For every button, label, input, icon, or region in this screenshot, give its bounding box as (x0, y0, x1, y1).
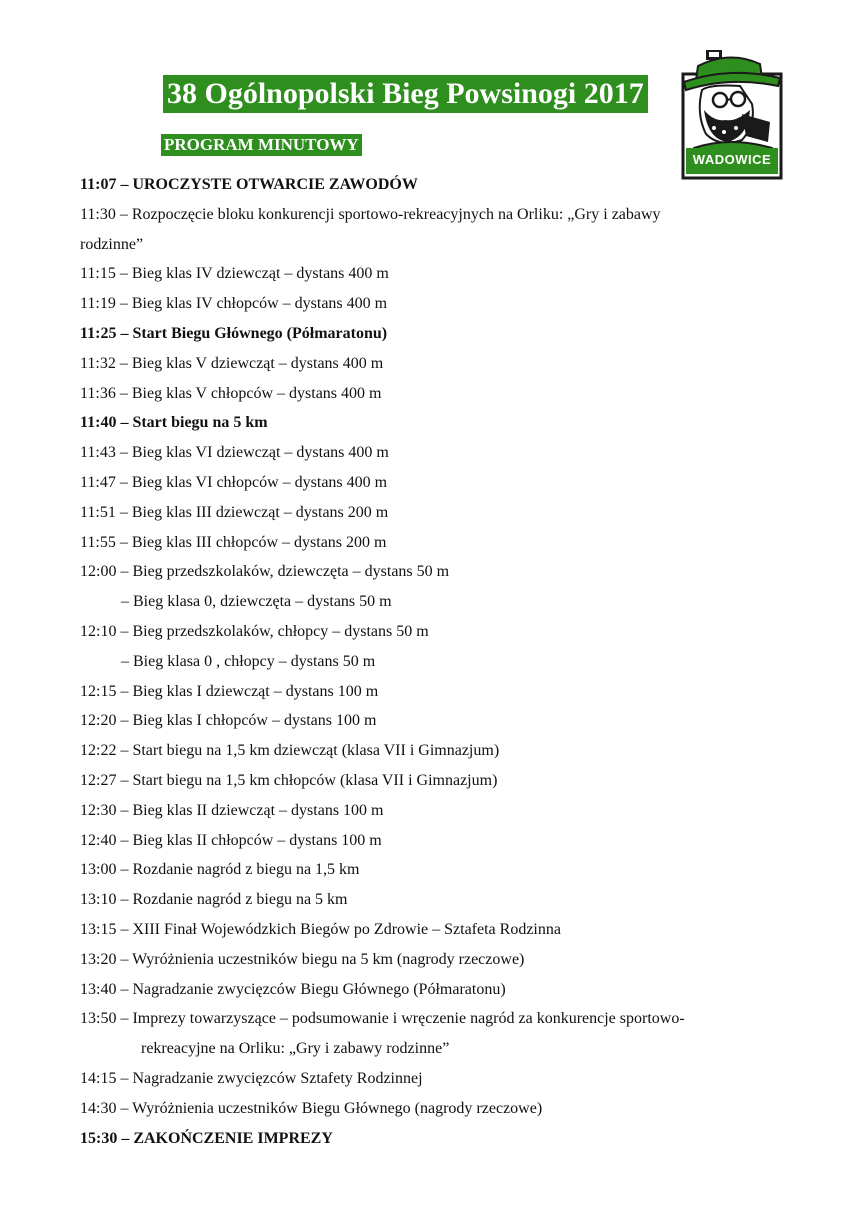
schedule-item: rekreacyjne na Orliku: „Gry i zabawy rodzinne” (141, 1040, 450, 1058)
page-subtitle: PROGRAM MINUTOWY (161, 134, 362, 156)
schedule-item: 11:55 – Bieg klas III chłopców – dystans 200 m (80, 533, 387, 551)
schedule-item: 14:15 – Nagradzanie zwycięzców Sztafety Rodzinnej (80, 1069, 423, 1087)
schedule-item: 13:50 – Imprezy towarzyszące – podsumowanie i wręczenie nagród za konkurencje sportowo- (80, 1010, 685, 1028)
schedule-item: 13:20 – Wyróżnienia uczestników biegu na 5 km (nagrody rzeczowe) (80, 950, 525, 968)
schedule-item: 11:25 – Start Biegu Głównego (Półmaratonu) (80, 324, 388, 342)
schedule-item: 12:27 – Start biegu na 1,5 km chłopców (klasa VII i Gimnazjum) (80, 771, 498, 789)
schedule-item: 11:51 – Bieg klas III dziewcząt – dystans 200 m (80, 503, 389, 521)
schedule-item: – Bieg klasa 0 , chłopcy – dystans 50 m (121, 652, 376, 670)
schedule-item: 12:15 – Bieg klas I dziewcząt – dystans 100 m (80, 682, 379, 700)
schedule-item: 11:15 – Bieg klas IV dziewcząt – dystans 400 m (80, 265, 389, 283)
schedule-item: 12:30 – Bieg klas II dziewcząt – dystans 100 m (80, 801, 384, 819)
schedule-item: 15:30 – ZAKOŃCZENIE IMPREZY (80, 1129, 333, 1147)
logo-text: WADOWICE (692, 152, 772, 167)
schedule-item: 11:36 – Bieg klas V chłopców – dystans 400 m (80, 384, 382, 402)
schedule-item: 12:40 – Bieg klas II chłopców – dystans 100 m (80, 831, 382, 849)
schedule-list (80, 170, 820, 1153)
schedule-item: 12:22 – Start biegu na 1,5 km dziewcząt (klasa VII i Gimnazjum) (80, 742, 500, 760)
schedule-item: 14:30 – Wyróżnienia uczestników Biegu Głównego (nagrody rzeczowe) (80, 1099, 543, 1117)
schedule-item: 13:00 – Rozdanie nagród z biegu na 1,5 km (80, 861, 360, 879)
schedule-item: 11:07 – UROCZYSTE OTWARCIE ZAWODÓW (80, 176, 418, 193)
schedule-item: 13:15 – XIII Finał Wojewódzkich Biegów po Zdrowie – Sztafeta Rodzinna (80, 920, 561, 938)
schedule-item: 11:47 – Bieg klas VI chłopców – dystans 400 m (80, 473, 388, 491)
schedule-item: rodzinne” (80, 235, 144, 253)
schedule-item: 11:40 – Start biegu na 5 km (80, 414, 268, 432)
schedule-item: 11:32 – Bieg klas V dziewcząt – dystans 400 m (80, 354, 384, 372)
schedule-item: 12:10 – Bieg przedszkolaków, chłopcy – dystans 50 m (80, 622, 429, 640)
schedule-item: 13:10 – Rozdanie nagród z biegu na 5 km (80, 891, 348, 909)
schedule-item: 13:40 – Nagradzanie zwycięzców Biegu Głównego (Półmaratonu) (80, 980, 506, 998)
schedule-item: 11:30 – Rozpoczęcie bloku konkurencji sportowo-rekreacyjnych na Orliku: „Gry i zabawy (80, 205, 661, 223)
schedule-item: 11:19 – Bieg klas IV chłopców – dystans 400 m (80, 295, 388, 313)
page-title: 38 Ogólnopolski Bieg Powsinogi 2017 (163, 75, 648, 113)
schedule-item: – Bieg klasa 0, dziewczęta – dystans 50 m (121, 593, 392, 611)
logo (680, 44, 784, 182)
schedule-item: 11:43 – Bieg klas VI dziewcząt – dystans 400 m (80, 444, 389, 462)
schedule-item: 12:20 – Bieg klas I chłopców – dystans 100 m (80, 712, 377, 730)
schedule-item: 12:00 – Bieg przedszkolaków, dziewczęta – dystans 50 m (80, 563, 450, 581)
